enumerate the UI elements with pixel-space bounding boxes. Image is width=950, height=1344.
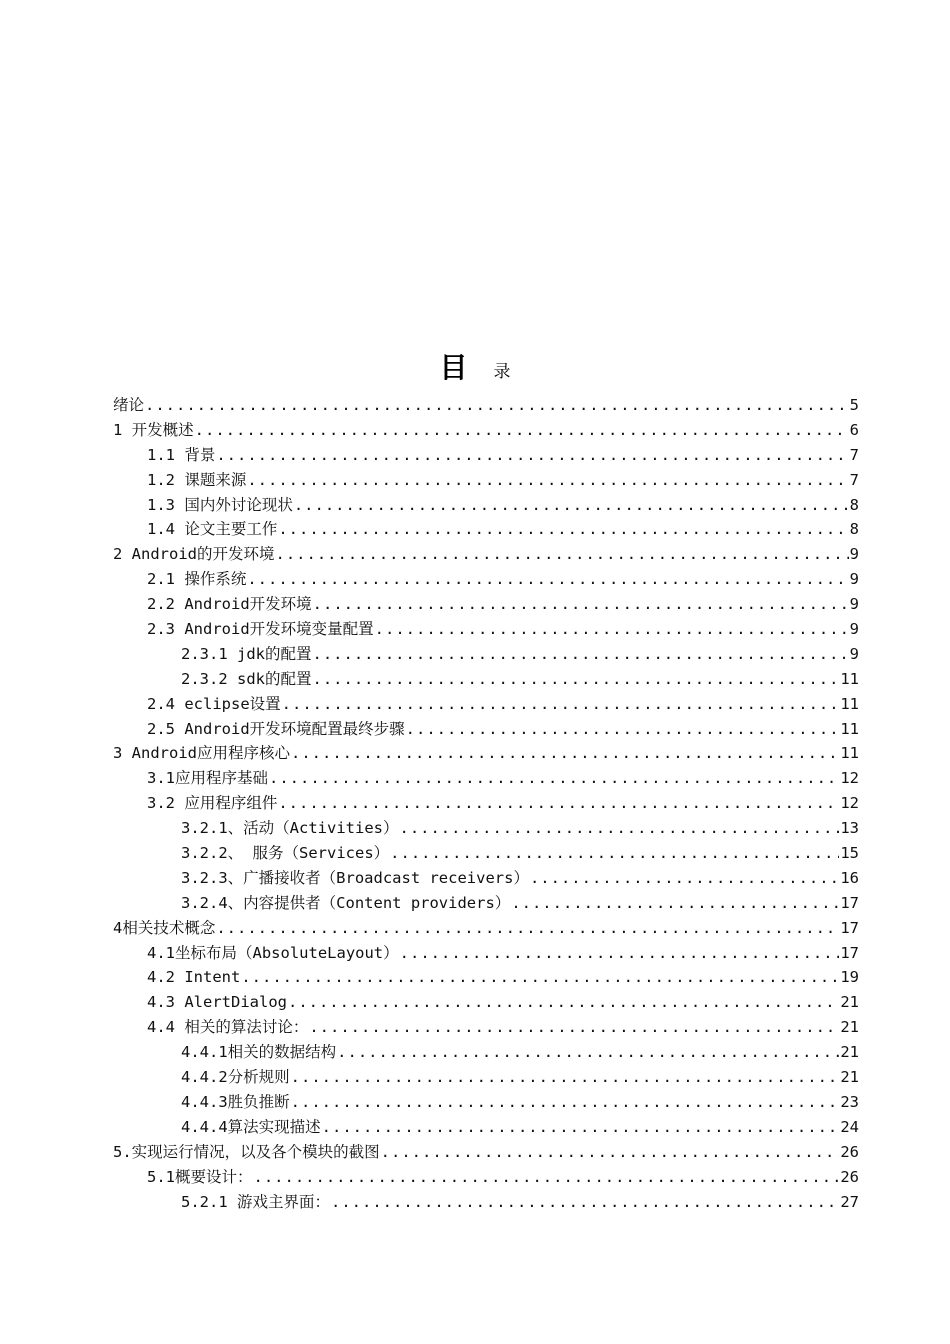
toc-leader-dots xyxy=(216,443,848,468)
toc-leader-dots xyxy=(288,990,839,1015)
toc-leader-dots xyxy=(331,1190,839,1215)
toc-entry-label: 5.实现运行情况，以及各个模块的截图 xyxy=(113,1142,380,1161)
toc-entry-page-number: 8 xyxy=(849,495,859,514)
toc-entry[interactable] xyxy=(113,891,859,916)
toc-leader-dots xyxy=(195,418,849,443)
toc-entry[interactable] xyxy=(113,941,859,966)
toc-entry-page-number: 17 xyxy=(840,918,859,937)
toc-entry-label: 1.2 课题来源 xyxy=(147,470,247,489)
toc-leader-dots xyxy=(282,692,840,717)
toc-leader-dots xyxy=(400,941,840,966)
toc-entry-page-number: 7 xyxy=(849,445,859,464)
toc-entry-label: 4.4.2分析规则 xyxy=(181,1068,290,1087)
toc-leader-dots xyxy=(247,468,848,493)
toc-leader-dots xyxy=(291,1090,840,1115)
toc-entry-page-number: 24 xyxy=(840,1117,859,1136)
toc-entry[interactable] xyxy=(113,418,859,443)
toc-leader-dots xyxy=(278,791,839,816)
toc-entry-page-number: 13 xyxy=(840,819,859,838)
toc-entry-page-number: 21 xyxy=(840,1018,859,1037)
toc-leader-dots xyxy=(291,1065,840,1090)
toc-entry[interactable] xyxy=(113,766,859,791)
toc-entry[interactable] xyxy=(113,1140,859,1165)
toc-leader-dots xyxy=(247,567,848,592)
toc-entry-page-number: 6 xyxy=(849,420,859,439)
toc-leader-dots xyxy=(145,393,849,418)
toc-leader-dots xyxy=(381,1140,840,1165)
toc-entry-label: 3 Android应用程序核心 xyxy=(113,744,290,763)
toc-entry-label: 4相关技术概念 xyxy=(113,918,216,937)
toc-entry[interactable] xyxy=(113,692,859,717)
toc-leader-dots xyxy=(254,1165,840,1190)
toc-entry-label: 4.3 AlertDialog xyxy=(147,993,287,1012)
toc-entry-page-number: 9 xyxy=(849,620,859,639)
toc-entry[interactable] xyxy=(113,1090,859,1115)
toc-entry-label: 3.2.3、广播接收者（Broadcast receivers） xyxy=(181,868,529,887)
toc-entry[interactable] xyxy=(113,717,859,742)
toc-entry-label: 2.1 操作系统 xyxy=(147,570,247,589)
toc-entry-label: 3.2.4、内容提供者（Content providers） xyxy=(181,893,511,912)
toc-entry[interactable] xyxy=(113,517,859,542)
toc-entry[interactable] xyxy=(113,393,859,418)
toc-entry-label: 2.5 Android开发环境配置最终步骤 xyxy=(147,719,405,738)
toc-entry[interactable] xyxy=(113,791,859,816)
toc-entry[interactable] xyxy=(113,468,859,493)
toc-entry-label: 3.1应用程序基础 xyxy=(147,769,268,788)
toc-leader-dots xyxy=(278,517,848,542)
toc-leader-dots xyxy=(291,741,839,766)
toc-entry-page-number: 17 xyxy=(840,943,859,962)
toc-entry-page-number: 26 xyxy=(840,1167,859,1186)
toc-entry-page-number: 9 xyxy=(849,570,859,589)
toc-entry-label: 3.2 应用程序组件 xyxy=(147,794,278,813)
toc-entry-page-number: 15 xyxy=(840,844,859,863)
toc-entry-page-number: 21 xyxy=(840,993,859,1012)
table-of-contents xyxy=(113,393,859,1214)
toc-entry-label: 3.2.1、活动（Activities） xyxy=(181,819,399,838)
toc-leader-dots xyxy=(511,891,839,916)
toc-entry-page-number: 16 xyxy=(840,868,859,887)
toc-entry[interactable] xyxy=(113,493,859,518)
toc-leader-dots xyxy=(337,1040,839,1065)
toc-entry-page-number: 11 xyxy=(840,744,859,763)
toc-leader-dots xyxy=(375,617,849,642)
toc-entry-page-number: 27 xyxy=(840,1192,859,1211)
toc-entry-label: 绪论 xyxy=(113,396,145,414)
toc-entry-page-number: 12 xyxy=(840,794,859,813)
toc-entry-page-number: 9 xyxy=(849,595,859,614)
toc-entry-page-number: 8 xyxy=(849,520,859,539)
toc-entry-label: 4.4.4算法实现描述 xyxy=(181,1117,321,1136)
toc-entry[interactable] xyxy=(113,1115,859,1140)
toc-leader-dots xyxy=(216,916,839,941)
toc-entry-page-number: 11 xyxy=(840,669,859,688)
toc-entry[interactable] xyxy=(113,741,859,766)
toc-entry-label: 1.4 论文主要工作 xyxy=(147,520,278,539)
toc-leader-dots xyxy=(313,642,849,667)
toc-entry-label: 1 开发概述 xyxy=(113,420,194,439)
toc-entry-label: 1.3 国内外讨论现状 xyxy=(147,495,293,514)
toc-entry-page-number: 23 xyxy=(840,1092,859,1111)
toc-entry-page-number: 21 xyxy=(840,1043,859,1062)
toc-leader-dots xyxy=(269,766,839,791)
toc-entry[interactable] xyxy=(113,443,859,468)
toc-leader-dots xyxy=(241,965,839,990)
toc-entry[interactable] xyxy=(113,1015,859,1040)
toc-entry-label: 4.4 相关的算法讨论： xyxy=(147,1018,309,1037)
toc-entry-label: 2 Android的开发环境 xyxy=(113,545,275,564)
toc-entry-page-number: 12 xyxy=(840,769,859,788)
toc-entry[interactable] xyxy=(113,990,859,1015)
toc-leader-dots xyxy=(313,592,849,617)
toc-entry-label: 2.3 Android开发环境变量配置 xyxy=(147,620,374,639)
toc-title xyxy=(0,346,950,386)
toc-entry-page-number: 11 xyxy=(840,719,859,738)
toc-entry-label: 4.1坐标布局（AbsoluteLayout） xyxy=(147,943,399,962)
toc-leader-dots xyxy=(322,1115,840,1140)
toc-entry-page-number: 11 xyxy=(840,694,859,713)
toc-entry-page-number: 9 xyxy=(849,545,859,564)
toc-entry-page-number: 9 xyxy=(849,644,859,663)
toc-entry-label: 2.4 eclipse设置 xyxy=(147,694,281,713)
toc-entry-label: 2.3.1 jdk的配置 xyxy=(181,644,312,663)
toc-entry-page-number: 5 xyxy=(849,396,859,414)
toc-entry[interactable] xyxy=(113,1165,859,1190)
toc-leader-dots xyxy=(406,717,840,742)
toc-entry-page-number: 19 xyxy=(840,968,859,987)
toc-entry[interactable] xyxy=(113,642,859,667)
toc-entry-page-number: 21 xyxy=(840,1068,859,1087)
toc-entry[interactable] xyxy=(113,617,859,642)
toc-leader-dots xyxy=(294,493,849,518)
toc-leader-dots xyxy=(309,1015,839,1040)
toc-entry[interactable] xyxy=(113,567,859,592)
toc-title-char-2: 录 xyxy=(493,362,511,382)
toc-entry[interactable] xyxy=(113,916,859,941)
toc-entry-label: 4.4.3胜负推断 xyxy=(181,1092,290,1111)
toc-entry-label: 1.1 背景 xyxy=(147,445,216,464)
toc-entry-page-number: 26 xyxy=(840,1142,859,1161)
toc-entry[interactable] xyxy=(113,816,859,841)
toc-leader-dots xyxy=(276,542,849,567)
toc-entry[interactable] xyxy=(113,1040,859,1065)
toc-entry-label: 4.2 Intent xyxy=(147,968,241,987)
toc-leader-dots xyxy=(390,841,839,866)
toc-entry-label: 4.4.1相关的数据结构 xyxy=(181,1043,337,1062)
toc-entry-label: 3.2.2、 服务（Services） xyxy=(181,844,390,863)
toc-entry-label: 5.2.1 游戏主界面： xyxy=(181,1192,330,1211)
toc-entry-label: 5.1概要设计： xyxy=(147,1167,253,1186)
toc-entry[interactable] xyxy=(113,841,859,866)
toc-entry-label: 2.2 Android开发环境 xyxy=(147,595,312,614)
toc-entry[interactable] xyxy=(113,667,859,692)
toc-leader-dots xyxy=(530,866,839,891)
toc-entry[interactable] xyxy=(113,866,859,891)
toc-leader-dots xyxy=(399,816,839,841)
toc-entry-label: 2.3.2 sdk的配置 xyxy=(181,669,312,688)
toc-leader-dots xyxy=(313,667,840,692)
toc-entry[interactable] xyxy=(113,542,859,567)
toc-entry-page-number: 17 xyxy=(840,893,859,912)
toc-entry[interactable] xyxy=(113,592,859,617)
toc-title-char-1: 目 xyxy=(439,351,468,384)
toc-entry[interactable] xyxy=(113,1065,859,1090)
toc-entry[interactable] xyxy=(113,965,859,990)
toc-entry-page-number: 7 xyxy=(849,470,859,489)
toc-entry[interactable] xyxy=(113,1190,859,1215)
